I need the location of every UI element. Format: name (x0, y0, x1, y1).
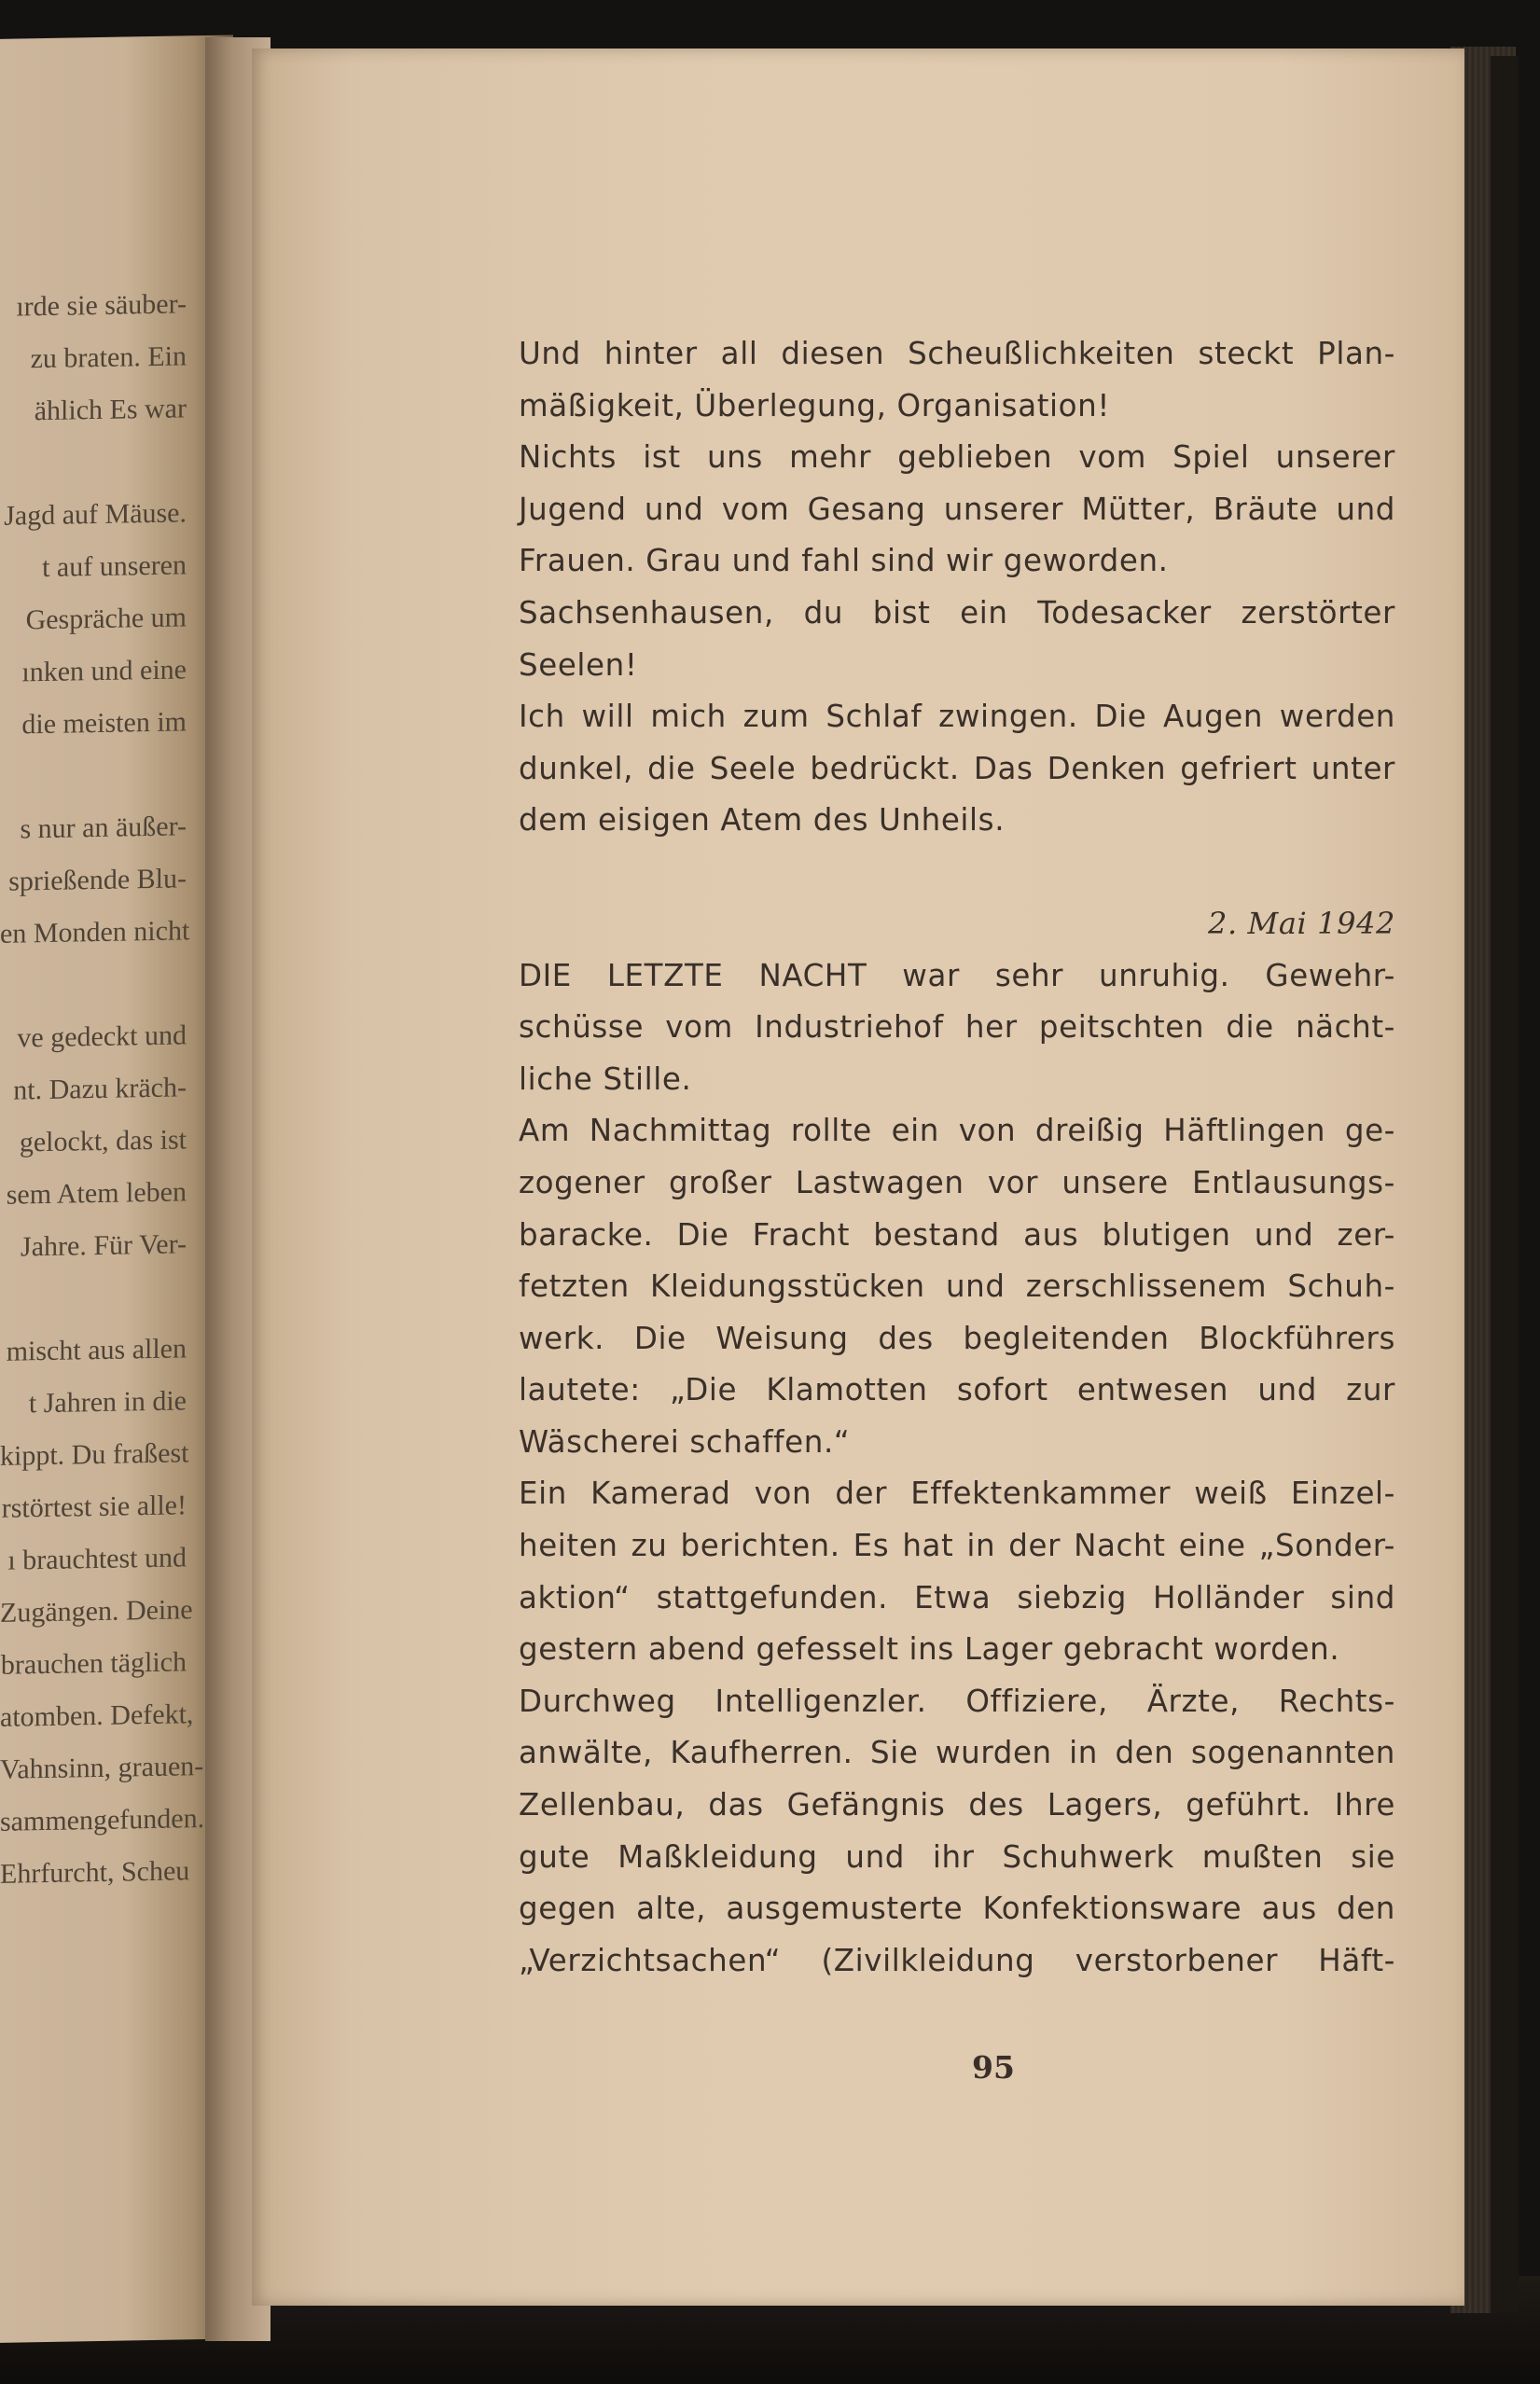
text-line: Ich will mich zum Schlaf zwingen. Die Augen werden (519, 699, 1395, 735)
previous-page-line: rstörtest sie alle! (1, 1490, 187, 1524)
previous-page-line: t auf unseren (42, 549, 187, 584)
entry-date-heading: 2. Mai 1942 (1208, 905, 1395, 941)
previous-page-line: Zugängen. Deine (0, 1594, 193, 1629)
previous-page-line: ınken und eine (21, 654, 187, 688)
previous-page-line (0, 748, 187, 803)
text-line: dem eisigen Atem des Unheils. (519, 802, 1006, 839)
text-line: Jugend und vom Gesang unserer Mütter, Bräute und (519, 491, 1395, 527)
previous-page-line: Vahnsinn, grauen- (0, 1751, 204, 1785)
text-line: aktion“ stattgefunden. Etwa siebzig Holländer sind (519, 1579, 1395, 1615)
previous-page-line (0, 957, 187, 1012)
text-line: Seelen! (519, 646, 638, 683)
previous-page-line: mischt aus allen (6, 1333, 187, 1367)
text-line: Am Nachmittag rollte ein von dreißig Häftlingen ge- (519, 1113, 1395, 1149)
previous-page-line: sem Atem leben (6, 1176, 187, 1211)
previous-page-line: Ehrfurcht, Scheu (0, 1855, 190, 1890)
previous-page-line: ählich Es war (34, 393, 187, 427)
previous-page-line: Jagd auf Mäuse. (4, 497, 187, 532)
text-line: Ein Kamerad von der Effektenkammer weiß Einzel- (519, 1476, 1395, 1512)
previous-page-line: nt. Dazu kräch- (13, 1072, 187, 1106)
text-line: gute Maßkleidung und ihr Schuhwerk mußten sie (519, 1838, 1395, 1875)
book-cover-edge (1491, 56, 1519, 2313)
previous-page (0, 35, 233, 2343)
previous-page-text (0, 278, 205, 1900)
current-page (252, 49, 1464, 2306)
previous-page-line: atomben. Defekt, (0, 1698, 194, 1733)
text-line: werk. Die Weisung des begleitenden Blockführers (519, 1320, 1395, 1356)
previous-page-line: sammengefunden. (0, 1803, 205, 1837)
previous-page-line: ı brauchtest und (7, 1542, 187, 1576)
text-line: Frauen. Grau und fahl sind wir geworden. (519, 543, 1169, 579)
previous-page-line: en Monden nicht (0, 915, 190, 949)
previous-page-line: ve gedeckt und (17, 1019, 187, 1054)
text-line: heiten zu berichten. Es hat in der Nacht eine „Sonder- (519, 1528, 1395, 1564)
previous-page-line (0, 1270, 187, 1325)
text-line: dunkel, die Seele bedrückt. Das Denken gefriert unter (519, 750, 1395, 786)
text-line: baracke. Die Fracht bestand aus blutigen und zer- (519, 1216, 1395, 1253)
text-line: fetzten Kleidungsstücken und zerschlissenem Schuh- (519, 1268, 1395, 1305)
text-line: „Verzichtsachen“ (Zivilkleidung verstorbener Häft- (519, 1942, 1395, 1978)
previous-page-line: t Jahren in die (28, 1385, 187, 1420)
previous-page-line: kippt. Du fraßest (0, 1437, 189, 1472)
previous-page-line: gelockt, das ist (19, 1124, 187, 1158)
text-line: Nichts ist uns mehr geblieben vom Spiel unserer (519, 439, 1395, 476)
page-body (519, 328, 1395, 1987)
previous-page-line: ırde sie säuber- (16, 288, 187, 323)
previous-page-line: Gespräche um (25, 602, 187, 636)
text-line: anwälte, Kaufherren. Sie wurden in den sogenannten (519, 1735, 1395, 1771)
previous-page-line: s nur an äußer- (20, 811, 187, 845)
text-line: Durchweg Intelligenzler. Offiziere, Ärzte, Rechts- (519, 1683, 1395, 1719)
text-line: mäßigkeit, Überlegung, Organisation! (519, 387, 1110, 423)
text-line: Wäscherei schaffen.“ (519, 1423, 851, 1460)
text-line: Und hinter all diesen Scheußlichkeiten steckt Plan- (519, 336, 1395, 371)
previous-page-line: Jahre. Für Ver- (21, 1228, 187, 1263)
text-line: lautete: „Die Klamotten sofort entwesen und zur (519, 1372, 1395, 1408)
text-line: Sachsenhausen, du bist ein Todesacker zerstörter (519, 594, 1395, 631)
previous-page-line: brauchen täglich (0, 1646, 187, 1681)
text-line: schüsse vom Industriehof her peitschten die nächt- (519, 1009, 1395, 1046)
previous-page-line: die meisten im (21, 706, 187, 741)
previous-page-line (0, 435, 187, 490)
text-line: DIE LETZTE NACHT war sehr unruhig. Gewehr- (519, 957, 1395, 993)
text-line: gegen alte, ausgemusterte Konfektionsware aus den (519, 1891, 1395, 1927)
previous-page-line: sprießende Blu- (8, 863, 187, 897)
diary-entry-previous (519, 328, 1395, 847)
previous-page-line: zu braten. Ein (30, 340, 187, 375)
text-line: gestern abend gefesselt ins Lager gebracht worden. (519, 1631, 1340, 1668)
text-line: zogener großer Lastwagen vor unsere Entlausungs- (519, 1164, 1395, 1200)
page-number: 95 (972, 2049, 1015, 2086)
text-line: liche Stille. (519, 1060, 692, 1097)
diary-entry-may-2 (519, 950, 1395, 1988)
text-line: Zellenbau, das Gefängnis des Lagers, geführt. Ihre (519, 1787, 1395, 1823)
